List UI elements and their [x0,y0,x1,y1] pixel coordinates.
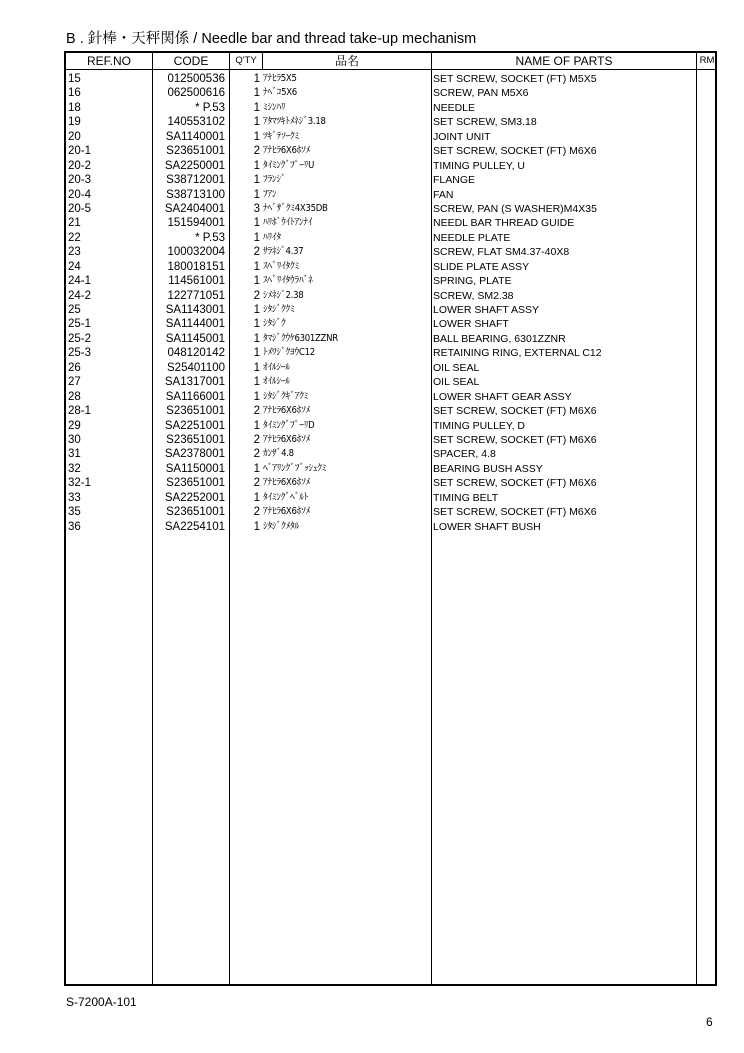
part-name-cell: SET SCREW, SOCKET (FT) M6X6 [433,506,597,519]
ref-no-cell: 36 [68,520,81,533]
part-name-cell: SCREW, PAN (S WASHER)M4X35 [433,202,597,215]
code-cell: * P.53 [195,101,225,114]
qty-cell: 2 [253,289,260,302]
qty-cell: 1 [253,174,260,187]
qty-cell: 1 [253,101,260,114]
code-cell: SA1150001 [165,462,225,475]
table-row [66,274,715,288]
jp-name-cell: ｱﾅﾋﾗ6X6ﾎｿﾒ [263,433,310,445]
table-row [66,419,715,433]
qty-cell: 1 [253,130,260,143]
qty-cell: 2 [253,405,260,418]
qty-cell: 1 [253,304,260,316]
code-cell: 140553102 [167,116,225,129]
table-row [66,188,715,202]
jp-name-cell: ﾂｷﾞﾃｿｰｸﾐ [263,130,299,142]
part-name-cell: RETAINING RING, EXTERNAL C12 [433,347,602,360]
ref-no-cell: 33 [68,491,81,504]
ref-no-cell: 19 [68,116,81,129]
jp-name-cell: ﾀﾏｼﾞｸｳｹ6301ZZNR [263,332,338,344]
part-name-cell: NEEDLE PLATE [433,231,511,244]
qty-cell: 1 [253,318,260,331]
code-cell: S23651001 [166,433,225,446]
ref-no-cell: 27 [68,376,81,389]
jp-name-cell: ｼﾀｼﾞｸｸﾐ [263,304,295,315]
ref-no-cell: 23 [68,246,81,259]
parts-table [64,51,717,986]
jp-name-cell: ﾍﾞｱﾘﾝｸﾞﾌﾞｯｼｭｸﾐ [263,462,327,474]
part-name-cell: TIMING PULLEY, D [433,419,525,432]
ref-no-cell: 28-1 [68,405,92,418]
qty-cell: 2 [253,145,260,158]
table-row [66,144,715,158]
table-row [66,115,715,129]
part-name-cell: SET SCREW, SOCKET (FT) M6X6 [433,405,597,418]
code-cell: S23651001 [166,405,225,418]
jp-name-cell: ﾐｼﾝﾊﾘ [263,101,286,113]
ref-no-cell: 30 [68,433,81,446]
ref-no-cell: 20-3 [68,174,92,187]
qty-cell: 1 [253,116,260,129]
header-ref-no: REF.NO [86,54,131,68]
qty-cell: 1 [253,332,260,345]
table-body [66,72,715,534]
code-cell: 012500536 [167,73,225,85]
code-cell: SA2378001 [164,448,225,461]
jp-name-cell: ﾀｲﾐﾝｸﾞﾍﾞﾙﾄ [263,491,309,503]
part-name-cell: LOWER SHAFT BUSH [433,520,541,533]
part-name-cell: SET SCREW, SOCKET (FT) M6X6 [433,433,597,446]
qty-cell: 2 [253,506,260,519]
header-divider [66,69,715,70]
part-name-cell: OIL SEAL [433,361,480,374]
table-row [66,130,715,144]
part-name-cell: SCREW, PAN M5X6 [433,87,529,100]
jp-name-cell: ﾌｱﾝ [263,188,277,200]
code-cell: SA1143001 [165,304,225,316]
table-row [66,505,715,519]
qty-cell: 1 [253,376,260,389]
header-jp-name: 品名 [334,54,359,68]
jp-name-cell: ｱﾅﾋﾗ6X6ﾎｿﾒ [263,477,310,489]
ref-no-cell: 24 [68,260,81,273]
jp-name-cell: ｻﾗﾈｼﾞ4.37 [263,246,304,258]
part-name-cell: NEEDL BAR THREAD GUIDE [433,217,575,230]
table-row [66,101,715,115]
code-cell: SA1317001 [164,376,225,389]
qty-cell: 1 [253,361,260,374]
ref-no-cell: 20-2 [68,159,92,172]
jp-name-cell: ｱﾅﾋﾗ6X6ﾎｿﾒ [263,145,310,157]
qty-cell: 1 [253,87,260,100]
jp-name-cell: ｱﾅﾋﾗ6X6ﾎｿﾒ [263,405,310,417]
jp-name-cell: ﾌﾗﾝｼﾞ [263,174,286,186]
table-row [66,303,715,317]
part-name-cell: LOWER SHAFT [433,318,509,331]
table-row [66,317,715,331]
table-row [66,447,715,461]
code-cell: S23651001 [166,506,225,519]
table-row [66,245,715,259]
part-name-cell: SCREW, SM2.38 [433,289,514,302]
document-code: S-7200A-101 [66,995,137,1009]
ref-no-cell: 25-2 [68,332,92,345]
qty-cell: 1 [253,491,260,504]
code-cell: 180018151 [167,260,225,273]
jp-name-cell: ｱﾅﾋﾗ5X5 [263,73,297,84]
part-name-cell: SET SCREW, SM3.18 [433,116,537,129]
qty-cell: 3 [253,202,260,215]
code-cell: SA2254101 [164,520,225,533]
code-cell: SA1166001 [165,390,225,403]
table-row [66,476,715,490]
ref-no-cell: 32-1 [68,477,92,490]
ref-no-cell: 20-5 [68,202,92,215]
code-cell: * P.53 [195,231,225,244]
part-name-cell: TIMING PULLEY, U [433,159,525,172]
qty-cell: 1 [253,217,260,230]
ref-no-cell: 24-1 [68,275,92,288]
jp-name-cell: ﾊﾘﾎﾞｳｲﾄｱﾝﾅｲ [263,217,313,229]
part-name-cell: SPACER, 4.8 [433,448,496,461]
header-code: CODE [173,54,209,68]
code-cell: SA1144001 [165,318,225,331]
ref-no-cell: 18 [68,101,81,114]
qty-cell: 1 [253,520,260,533]
ref-no-cell: 35 [68,506,81,519]
table-row [66,173,715,187]
jp-name-cell: ｽﾍﾞﾘｲﾀｳﾗﾊﾞﾈ [263,275,313,287]
part-name-cell: FAN [433,188,454,201]
table-row [66,433,715,447]
ref-no-cell: 16 [68,87,81,100]
qty-cell: 1 [253,73,260,85]
jp-name-cell: ﾅﾍﾞｺ5X6 [263,87,297,99]
table-row [66,72,715,86]
part-name-cell: LOWER SHAFT GEAR ASSY [433,390,572,403]
ref-no-cell: 25-3 [68,347,92,360]
ref-no-cell: 20-4 [68,188,92,201]
qty-cell: 2 [253,477,260,490]
column-divider [262,53,263,69]
qty-cell: 1 [253,159,260,172]
table-row [66,462,715,476]
table-row [66,159,715,173]
code-cell: S38712001 [166,174,225,187]
qty-cell: 2 [253,246,260,259]
part-name-cell: NEEDLE [433,101,476,114]
part-name-cell: SET SCREW, SOCKET (FT) M6X6 [433,145,597,158]
jp-name-cell: ｵｲﾙｼｰﾙ [263,376,290,388]
table-row [66,260,715,274]
ref-no-cell: 20-1 [68,145,92,158]
table-row [66,404,715,418]
code-cell: SA1145001 [165,332,225,345]
part-name-cell: TIMING BELT [433,491,499,504]
ref-no-cell: 31 [68,448,81,461]
code-cell: SA2251001 [164,419,225,432]
qty-cell: 2 [253,433,260,446]
code-cell: 062500616 [167,87,225,100]
ref-no-cell: 25-1 [68,318,92,331]
header-name-of-parts: NAME OF PARTS [515,54,613,68]
part-name-cell: BALL BEARING, 6301ZZNR [433,332,566,345]
part-name-cell: OIL SEAL [433,376,480,389]
table-row [66,332,715,346]
code-cell: SA1140001 [165,130,225,143]
table-row [66,390,715,404]
page-number: 6 [706,1015,713,1029]
ref-no-cell: 32 [68,462,81,475]
table-row [66,289,715,303]
jp-name-cell: ｼﾀｼﾞｸﾒﾀﾙ [263,520,299,532]
code-cell: 151594001 [167,217,225,230]
code-cell: S25401100 [167,361,225,374]
code-cell: 114561001 [168,275,225,288]
code-cell: 122771051 [167,289,225,302]
table-row [66,86,715,100]
code-cell: S38713100 [166,188,225,201]
ref-no-cell: 28 [68,390,81,403]
code-cell: SA2250001 [164,159,225,172]
table-row [66,491,715,505]
part-name-cell: BEARING BUSH ASSY [433,462,543,475]
qty-cell: 1 [253,419,260,432]
ref-no-cell: 21 [68,217,81,230]
ref-no-cell: 25 [68,304,81,316]
jp-name-cell: ﾄﾒﾜｼﾞｸﾖｳC12 [263,347,315,359]
code-cell: S23651001 [166,145,225,158]
jp-name-cell: ﾀｲﾐﾝｸﾞﾌﾟｰﾘD [263,419,315,431]
jp-name-cell: ｱﾀﾏﾂｷﾄﾒﾈｼﾞ3.18 [263,116,326,128]
table-row [66,361,715,375]
part-name-cell: LOWER SHAFT ASSY [433,304,539,316]
ref-no-cell: 26 [68,361,81,374]
header-rm: RM [699,55,715,66]
code-cell: S23651001 [166,477,225,490]
jp-name-cell: ｼﾒﾈｼﾞ2.38 [263,289,304,301]
table-row [66,346,715,360]
jp-name-cell: ﾊﾘｲﾀ [263,231,281,243]
qty-cell: 1 [253,347,260,360]
code-cell: SA2404001 [164,202,225,215]
table-row [66,216,715,230]
part-name-cell: JOINT UNIT [433,130,491,143]
jp-name-cell: ｼﾀｼﾞｸｷﾞｱｸﾐ [263,390,309,402]
qty-cell: 1 [253,275,260,288]
jp-name-cell: ｱﾅﾋﾗ6X6ﾎｿﾒ [263,506,310,518]
jp-name-cell: ｵｲﾙｼｰﾙ [263,361,290,373]
ref-no-cell: 15 [68,73,81,85]
header-qty: Q'TY [235,55,257,66]
qty-cell: 1 [253,390,260,403]
qty-cell: 1 [253,231,260,244]
part-name-cell: SET SCREW, SOCKET (FT) M5X5 [433,73,597,85]
part-name-cell: SCREW, FLAT SM4.37-40X8 [433,246,570,259]
jp-name-cell: ｼﾀｼﾞｸ [263,318,286,330]
table-row [66,520,715,534]
part-name-cell: SPRING, PLATE [433,275,512,288]
code-cell: 048120142 [167,347,225,360]
table-row [66,202,715,216]
ref-no-cell: 20 [68,130,81,143]
code-cell: SA2252001 [164,491,225,504]
ref-no-cell: 24-2 [68,289,92,302]
qty-cell: 1 [253,260,260,273]
part-name-cell: SET SCREW, SOCKET (FT) M6X6 [433,477,597,490]
qty-cell: 2 [253,448,260,461]
part-name-cell: SLIDE PLATE ASSY [433,260,530,273]
table-row [66,231,715,245]
jp-name-cell: ｽﾍﾞﾘｲﾀｸﾐ [263,260,299,272]
qty-cell: 1 [253,188,260,201]
ref-no-cell: 29 [68,419,81,432]
part-name-cell: FLANGE [433,174,476,187]
qty-cell: 1 [253,462,260,475]
jp-name-cell: ｶﾝｻﾞ4.8 [263,448,294,460]
ref-no-cell: 22 [68,231,81,244]
jp-name-cell: ﾀｲﾐﾝｸﾞﾌﾟｰﾘU [263,159,315,171]
table-row [66,375,715,389]
page-title: B . 針棒・天秤関係 / Needle bar and thread take-up mechanism [66,31,477,47]
jp-name-cell: ﾅﾍﾞｻﾞｸﾐ4X35DB [263,202,328,214]
code-cell: 100032004 [167,246,225,259]
